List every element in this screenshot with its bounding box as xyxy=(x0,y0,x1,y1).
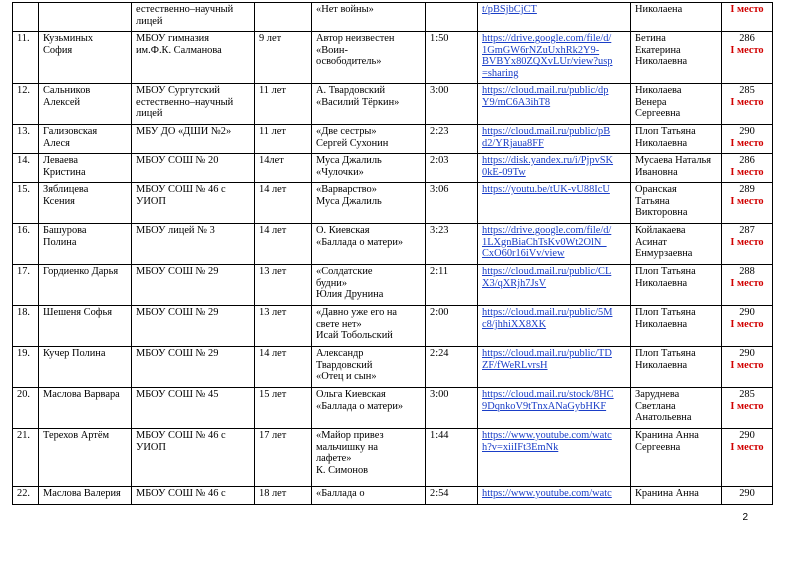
score-cell xyxy=(722,154,773,183)
cell-line: Плоп Татьяна xyxy=(635,126,696,137)
teacher-cell xyxy=(631,487,722,505)
cell-line: Заруднева xyxy=(635,389,680,400)
place-label: I место xyxy=(730,441,764,453)
school-cell xyxy=(132,224,255,265)
cell-line: Гализовская xyxy=(43,126,98,137)
cell-line: Ольга Киевская xyxy=(316,389,386,400)
link-cell[interactable] xyxy=(478,3,631,32)
cell-line: Кузьминых xyxy=(43,33,94,44)
cell-line: естественно–научный xyxy=(136,4,234,15)
cell-line: Башурова xyxy=(43,225,87,236)
number-cell: 17. xyxy=(13,265,39,306)
cell-line: естественно–научный xyxy=(136,96,234,108)
cell-line[interactable]: https://cloud.mail.ru/public/CL xyxy=(482,266,612,277)
cell-line[interactable]: https://www.youtube.com/watc xyxy=(482,488,612,499)
time-cell: 3:06 xyxy=(426,183,478,224)
work-cell xyxy=(312,154,426,183)
score-cell xyxy=(722,183,773,224)
work-cell xyxy=(312,347,426,388)
cell-line: Татьяна xyxy=(635,195,670,207)
score-cell xyxy=(722,125,773,154)
school-cell xyxy=(132,183,255,224)
cell-line: Светлана xyxy=(635,400,676,412)
score-cell xyxy=(722,84,773,125)
cell-line: МБОУ СОШ № 46 с xyxy=(136,488,226,499)
link-cell[interactable] xyxy=(478,265,631,306)
table-row xyxy=(13,306,773,347)
school-cell xyxy=(132,487,255,505)
number-cell: 19. xyxy=(13,347,39,388)
age-cell: 11 лет xyxy=(255,84,312,125)
teacher-cell xyxy=(631,265,722,306)
score-value: 290 xyxy=(739,430,755,441)
cell-line: будни» xyxy=(316,277,348,289)
school-cell xyxy=(132,32,255,84)
teacher-cell xyxy=(631,3,722,32)
cell-line[interactable]: 1LXgnBiaChTsKv0Wt2OlN_ xyxy=(482,236,607,248)
cell-line: МБОУ гимназия xyxy=(136,33,210,44)
time-cell: 2:11 xyxy=(426,265,478,306)
school-cell xyxy=(132,125,255,154)
participant-cell xyxy=(39,388,132,429)
score-cell xyxy=(722,224,773,265)
cell-line: «Майор привез xyxy=(316,430,384,441)
cell-line: мальчишку на xyxy=(316,441,378,453)
cell-line: Леваева xyxy=(43,155,78,166)
link-cell[interactable] xyxy=(478,32,631,84)
cell-line[interactable]: BVBYx80ZQXvLUr/view?usp xyxy=(482,56,613,68)
cell-line[interactable]: 0kE-09Tw xyxy=(482,166,526,178)
cell-line: лафете» xyxy=(316,453,352,465)
place-label: I место xyxy=(730,96,764,108)
time-cell: 1:50 xyxy=(426,32,478,84)
cell-line: Николаевна xyxy=(635,56,688,68)
cell-line: Сергей Сухонин xyxy=(316,137,389,149)
place-label: I место xyxy=(730,236,764,248)
age-cell xyxy=(255,3,312,32)
cell-line: МБОУ Сургутский xyxy=(136,85,220,96)
cell-line: Муса Джалиль xyxy=(316,155,382,166)
link-cell[interactable] xyxy=(478,154,631,183)
score-cell xyxy=(722,3,773,32)
score-cell xyxy=(722,306,773,347)
cell-line: Твардовский xyxy=(316,359,373,371)
cell-line: Автор неизвестен xyxy=(316,33,395,44)
cell-line: Плоп Татьяна xyxy=(635,307,696,318)
score-value: 290 xyxy=(739,488,755,499)
cell-line: Ивановна xyxy=(635,166,678,178)
age-cell: 9 лет xyxy=(255,32,312,84)
cell-line[interactable]: https://drive.google.com/file/d/ xyxy=(482,33,612,44)
cell-line: Гордиенко Дарья xyxy=(43,266,119,277)
link-cell[interactable] xyxy=(478,84,631,125)
cell-line[interactable]: https://www.youtube.com/watc xyxy=(482,430,612,441)
teacher-cell xyxy=(631,84,722,125)
cell-line: МБОУ СОШ № 29 xyxy=(136,307,219,318)
number-cell: 12. xyxy=(13,84,39,125)
teacher-cell xyxy=(631,429,722,487)
score-cell xyxy=(722,429,773,487)
cell-line: МБОУ СОШ № 29 xyxy=(136,348,219,359)
cell-line: «Солдатские xyxy=(316,266,373,277)
cell-line: Юлия Друнина xyxy=(316,289,384,301)
link-cell[interactable] xyxy=(478,224,631,265)
cell-line: освободитель» xyxy=(316,56,382,68)
cell-line: Викторовна xyxy=(635,207,688,219)
participant-cell xyxy=(39,347,132,388)
participant-cell xyxy=(39,84,132,125)
link-cell[interactable] xyxy=(478,125,631,154)
cell-line: МБОУ СОШ № 29 xyxy=(136,266,219,277)
cell-line: Оранская xyxy=(635,184,677,195)
teacher-cell xyxy=(631,347,722,388)
number-cell: 13. xyxy=(13,125,39,154)
cell-line[interactable]: ZF/fWeRLvrsH xyxy=(482,359,548,371)
cell-line: Сергеевна xyxy=(635,441,681,453)
time-cell: 3:23 xyxy=(426,224,478,265)
cell-line: им.Ф.К. Салманова xyxy=(136,44,222,56)
table-row xyxy=(13,224,773,265)
score-value: 289 xyxy=(739,184,755,195)
cell-line: Николаевна xyxy=(635,318,688,330)
cell-line: Ксения xyxy=(43,195,75,207)
cell-line: Венера xyxy=(635,96,667,108)
cell-line: Александр xyxy=(316,348,364,359)
time-cell: 1:44 xyxy=(426,429,478,487)
age-cell: 13 лет xyxy=(255,265,312,306)
cell-line: Бетина xyxy=(635,33,666,44)
participant-cell xyxy=(39,265,132,306)
score-value: 288 xyxy=(739,266,755,277)
cell-line: УИОП xyxy=(136,195,166,207)
cell-line: «Давно уже его на xyxy=(316,307,398,318)
cell-line: МБОУ СОШ № 20 xyxy=(136,155,219,166)
participant-cell xyxy=(39,224,132,265)
cell-line: «Две сестры» xyxy=(316,126,377,137)
work-cell xyxy=(312,224,426,265)
teacher-cell xyxy=(631,388,722,429)
cell-line: Исай Тобольский xyxy=(316,330,393,342)
work-cell xyxy=(312,32,426,84)
participant-cell xyxy=(39,487,132,505)
link-cell[interactable] xyxy=(478,429,631,487)
cell-line: свете нет» xyxy=(316,318,362,330)
work-cell xyxy=(312,3,426,32)
cell-line: «Воин- xyxy=(316,44,348,56)
place-label: I место xyxy=(730,400,764,412)
school-cell xyxy=(132,306,255,347)
table-row xyxy=(13,32,773,84)
score-value: 290 xyxy=(739,126,755,137)
cell-line[interactable]: t/pBSjbCjCT xyxy=(482,4,537,15)
school-cell xyxy=(132,84,255,125)
teacher-cell xyxy=(631,224,722,265)
place-label: I место xyxy=(730,359,764,371)
cell-line: Асинат xyxy=(635,236,667,248)
age-cell: 14лет xyxy=(255,154,312,183)
table-row xyxy=(13,3,773,32)
results-table xyxy=(12,2,773,505)
work-cell xyxy=(312,84,426,125)
cell-line: Плоп Татьяна xyxy=(635,348,696,359)
cell-line: лицей xyxy=(136,15,163,27)
work-cell xyxy=(312,265,426,306)
cell-line: Маслова Варвара xyxy=(43,389,120,400)
page-number: 2 xyxy=(742,512,748,523)
cell-line: Николаевна xyxy=(635,359,688,371)
table-row xyxy=(13,265,773,306)
number-cell: 15. xyxy=(13,183,39,224)
cell-line: лицей xyxy=(136,108,163,120)
cell-line[interactable]: https://disk.yandex.ru/i/PjpvSK xyxy=(482,155,614,166)
table-row xyxy=(13,429,773,487)
number-cell: 16. xyxy=(13,224,39,265)
score-cell xyxy=(722,487,773,505)
cell-line[interactable]: c8/jhhiXX8XK xyxy=(482,318,547,330)
link-cell[interactable] xyxy=(478,306,631,347)
table-row xyxy=(13,154,773,183)
cell-line: Зяблицева xyxy=(43,184,89,195)
cell-line: Сальников xyxy=(43,85,91,96)
school-cell xyxy=(132,429,255,487)
number-cell: 21. xyxy=(13,429,39,487)
score-value: 290 xyxy=(739,348,755,359)
work-cell xyxy=(312,183,426,224)
cell-line: Мусаева Наталья xyxy=(635,155,712,166)
work-cell xyxy=(312,388,426,429)
time-cell: 2:24 xyxy=(426,347,478,388)
cell-line[interactable]: CxO60r16iVv/view xyxy=(482,248,565,260)
time-cell: 2:03 xyxy=(426,154,478,183)
table-row xyxy=(13,487,773,505)
work-cell xyxy=(312,487,426,505)
score-cell xyxy=(722,32,773,84)
table-row xyxy=(13,388,773,429)
place-label: I место xyxy=(730,137,764,149)
score-value: 287 xyxy=(739,225,755,236)
score-value: 285 xyxy=(739,389,755,400)
cell-line: Терехов Артём xyxy=(43,430,110,441)
number-cell xyxy=(13,3,39,32)
participant-cell xyxy=(39,3,132,32)
score-value: 290 xyxy=(739,307,755,318)
place-label: I место xyxy=(730,195,764,207)
cell-line[interactable]: https://cloud.mail.ru/public/5M xyxy=(482,307,613,318)
participant-cell xyxy=(39,154,132,183)
cell-line: О. Киевская xyxy=(316,225,370,236)
cell-line: Алеся xyxy=(43,137,70,149)
cell-line[interactable]: https://cloud.mail.ru/public/TD xyxy=(482,348,612,359)
cell-line[interactable]: https://cloud.mail.ru/public/pB xyxy=(482,126,611,137)
age-cell: 13 лет xyxy=(255,306,312,347)
school-cell xyxy=(132,388,255,429)
age-cell: 18 лет xyxy=(255,487,312,505)
cell-line[interactable]: https://cloud.mail.ru/stock/8HC xyxy=(482,389,614,400)
table-row xyxy=(13,84,773,125)
cell-line: Николаевна xyxy=(635,137,688,149)
table-row xyxy=(13,183,773,224)
cell-line: «Баллада о матери» xyxy=(316,236,404,248)
link-cell[interactable] xyxy=(478,388,631,429)
cell-line: «Василий Тёркин» xyxy=(316,96,400,108)
cell-line: Анатольевна xyxy=(635,412,692,424)
time-cell: 2:23 xyxy=(426,125,478,154)
time-cell xyxy=(426,3,478,32)
cell-line: Енмурзаевна xyxy=(635,248,693,260)
cell-line: Екатерина xyxy=(635,44,681,56)
cell-line: А. Твардовский xyxy=(316,85,386,96)
cell-line: Плоп Татьяна xyxy=(635,266,696,277)
cell-line[interactable]: https://cloud.mail.ru/public/dp xyxy=(482,85,609,96)
score-value: 286 xyxy=(739,33,755,44)
cell-line: «Варварство» xyxy=(316,184,377,195)
table-row xyxy=(13,347,773,388)
cell-line: Кристина xyxy=(43,166,86,178)
teacher-cell xyxy=(631,125,722,154)
place-label: I место xyxy=(730,4,764,15)
cell-line: Сергеевна xyxy=(635,108,681,120)
cell-line: Шешеня Софья xyxy=(43,307,113,318)
time-cell: 3:00 xyxy=(426,84,478,125)
number-cell: 14. xyxy=(13,154,39,183)
cell-line: МБОУ СОШ № 45 xyxy=(136,389,219,400)
participant-cell xyxy=(39,183,132,224)
participant-cell xyxy=(39,429,132,487)
cell-line: Маслова Валерия xyxy=(43,488,121,499)
cell-line: МБОУ СОШ № 46 с xyxy=(136,430,226,441)
place-label: I место xyxy=(730,166,764,178)
school-cell xyxy=(132,3,255,32)
time-cell: 3:00 xyxy=(426,388,478,429)
cell-line[interactable]: https://drive.google.com/file/d/ xyxy=(482,225,612,236)
age-cell: 17 лет xyxy=(255,429,312,487)
link-cell[interactable] xyxy=(478,183,631,224)
cell-line[interactable]: https://youtu.be/tUK-vU88IcU xyxy=(482,184,610,195)
school-cell xyxy=(132,154,255,183)
cell-line[interactable]: h?v=xiiIFt3EmNk xyxy=(482,441,559,453)
age-cell: 14 лет xyxy=(255,183,312,224)
teacher-cell xyxy=(631,32,722,84)
cell-line: «Чулочки» xyxy=(316,166,364,178)
cell-line[interactable]: 9DqnkoV9tTnxANaGybHKF xyxy=(482,400,607,412)
participant-cell xyxy=(39,306,132,347)
cell-line: К. Симонов xyxy=(316,464,369,476)
age-cell: 15 лет xyxy=(255,388,312,429)
age-cell: 14 лет xyxy=(255,224,312,265)
work-cell xyxy=(312,429,426,487)
school-cell xyxy=(132,265,255,306)
time-cell: 2:00 xyxy=(426,306,478,347)
number-cell: 18. xyxy=(13,306,39,347)
link-cell[interactable] xyxy=(478,487,631,505)
school-cell xyxy=(132,347,255,388)
cell-line: Полина xyxy=(43,236,77,248)
teacher-cell xyxy=(631,154,722,183)
place-label: I место xyxy=(730,44,764,56)
score-cell xyxy=(722,388,773,429)
cell-line: Николаева xyxy=(635,85,682,96)
teacher-cell xyxy=(631,306,722,347)
cell-line: Муса Джалиль xyxy=(316,195,382,207)
score-cell xyxy=(722,265,773,306)
cell-line: Николаена xyxy=(635,4,683,15)
cell-line: Койлакаева xyxy=(635,225,686,236)
teacher-cell xyxy=(631,183,722,224)
cell-line: МБУ ДО «ДШИ №2» xyxy=(136,126,232,137)
participant-cell xyxy=(39,125,132,154)
cell-line: МБОУ СОШ № 46 с xyxy=(136,184,226,195)
cell-line[interactable]: 1GmGW6rNZuUxhRk2Y9- xyxy=(482,44,600,56)
cell-line: «Нет войны» xyxy=(316,4,374,15)
cell-line: МБОУ лицей № 3 xyxy=(136,225,215,236)
cell-line: Кучер Полина xyxy=(43,348,106,359)
cell-line: УИОП xyxy=(136,441,166,453)
score-value: 286 xyxy=(739,155,755,166)
number-cell: 11. xyxy=(13,32,39,84)
score-cell xyxy=(722,347,773,388)
link-cell[interactable] xyxy=(478,347,631,388)
table-row xyxy=(13,125,773,154)
cell-line[interactable]: Y9/mC6A3ihT8 xyxy=(482,96,551,108)
number-cell: 20. xyxy=(13,388,39,429)
cell-line: «Отец и сын» xyxy=(316,371,377,383)
score-value: 285 xyxy=(739,85,755,96)
work-cell xyxy=(312,125,426,154)
cell-line: «Баллада о xyxy=(316,488,365,499)
age-cell: 14 лет xyxy=(255,347,312,388)
cell-line[interactable]: =sharing xyxy=(482,67,519,79)
cell-line: Кранина Анна xyxy=(635,488,699,499)
cell-line[interactable]: d2/YRjaua8FF xyxy=(482,137,544,149)
cell-line[interactable]: X3/qXRjh7JsV xyxy=(482,277,547,289)
cell-line: «Баллада о матери» xyxy=(316,400,404,412)
work-cell xyxy=(312,306,426,347)
cell-line: София xyxy=(43,44,73,56)
cell-line: Николаевна xyxy=(635,277,688,289)
number-cell: 22. xyxy=(13,487,39,505)
place-label: I место xyxy=(730,318,764,330)
participant-cell xyxy=(39,32,132,84)
cell-line: Алексей xyxy=(43,96,81,108)
time-cell: 2:54 xyxy=(426,487,478,505)
age-cell: 11 лет xyxy=(255,125,312,154)
cell-line: Кранина Анна xyxy=(635,430,699,441)
place-label: I место xyxy=(730,277,764,289)
